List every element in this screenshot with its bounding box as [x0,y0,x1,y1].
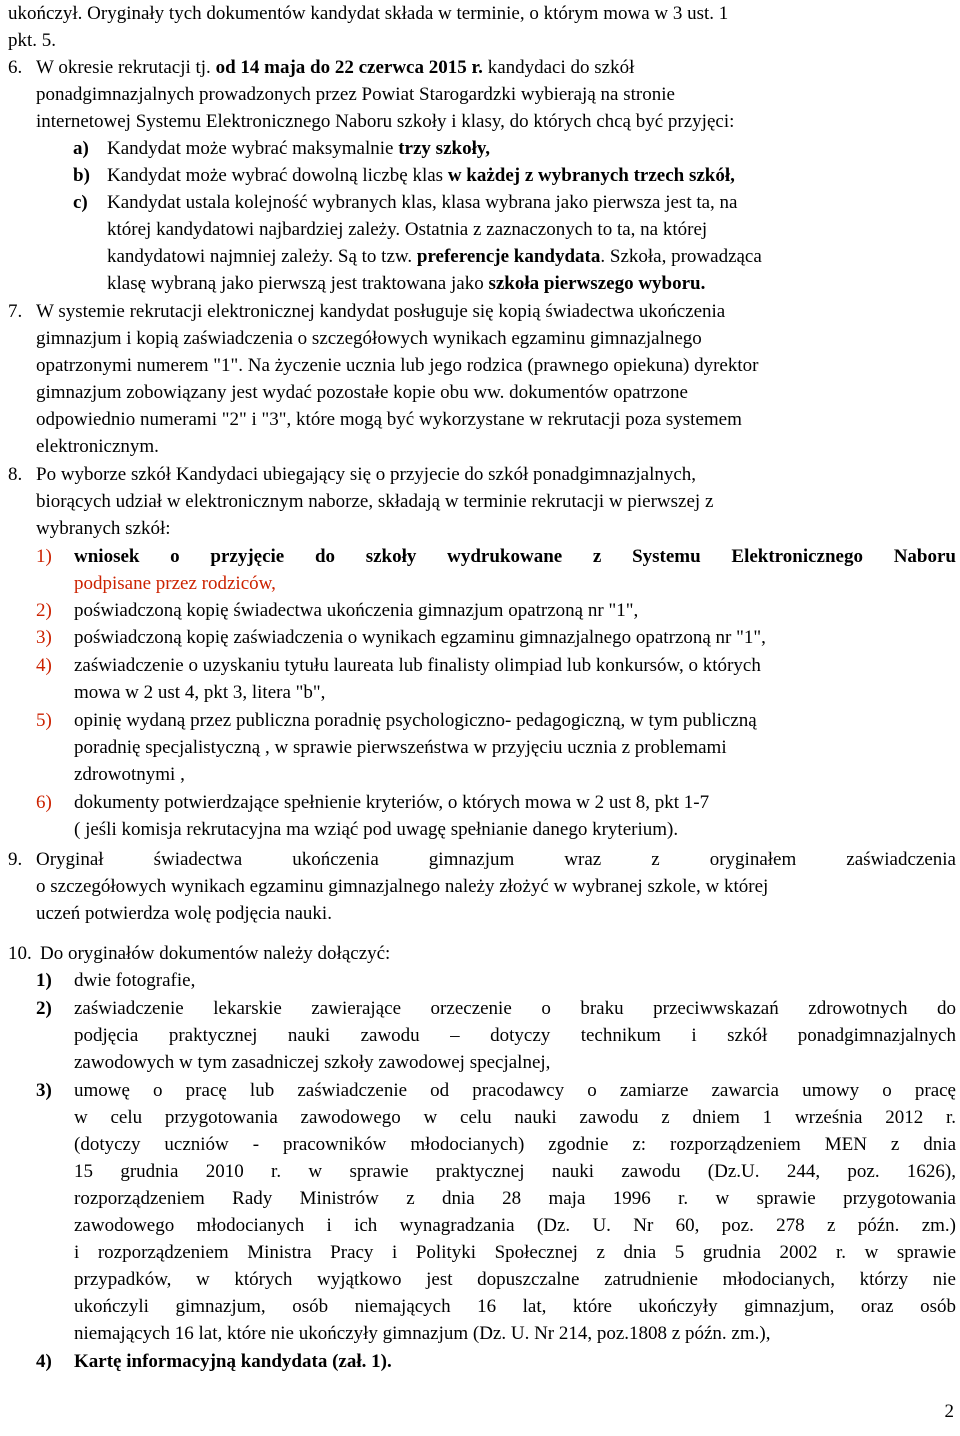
item-6-number: 6. [8,57,23,78]
page-number: 2 [944,1401,954,1422]
item-10-3-line-2: w celu przygotowania zawodowego w celu nauki zawodu z dniem 1 września 2012 r. [74,1107,956,1128]
item-10-1-text: dwie fotografie, [74,970,196,991]
item-6-line-1 [36,54,634,81]
item-6c-l4-plain: klasę wybraną jako pierwszą jest traktowana jako [107,273,489,294]
item-10-2-line-1: zaświadczenie lekarskie zawierające orzeczenie o braku przeciwwskazań zdrowotnych do [74,998,956,1019]
item-8-4-line-1: zaświadczenie o uzyskaniu tytułu laureata lub finalisty olimpiad lub konkursów, o których [74,655,761,676]
item-10-number: 10. [8,943,32,964]
item-6-dates: od 14 maja do 22 czerwca 2015 r. [215,57,483,78]
item-10-3-line-10: niemających 16 lat, które nie ukończyły gimnazjum (Dz. U. Nr 214, poz.1808 z późn. zm.), [74,1323,771,1344]
item-6-pre: W okresie rekrutacji tj. [36,57,216,78]
item-9-number: 9. [8,849,23,870]
item-10-3-label: 3) [36,1080,52,1101]
item-10-3-line-1: umowę o pracę lub zaświadczenie od pracodawcy o zamiarze zawarcia umowy o pracę [74,1080,956,1101]
item-8-5-label: 5) [36,710,52,731]
item-8-number: 8. [8,464,23,485]
item-7-line-6: elektronicznym. [36,436,159,457]
item-6-line-2: ponadgimnazjalnych prowadzonych przez Powiat Starogardzki wybierają na stronie [36,84,675,105]
item-10-3-line-3: (dotyczy uczniów - pracowników młodocianych) zgodnie z: rozporządzeniem MEN z dnia [74,1134,956,1155]
item-6c-line-3 [107,243,762,270]
item-9-line-3: uczeń potwierdza wolę podjęcia nauki. [36,903,332,924]
item-8-line-3: wybranych szkół: [36,518,171,539]
item-8-5-line-2: poradnię specjalistyczną , w sprawie pierwszeństwa w przyjęciu ucznia z problemami [74,737,727,758]
item-10-1-label: 1) [36,970,52,991]
item-10-3-line-9: ukończyli gimnazjum, osób niemających 16 lat, które ukończyły gimnazjum, oraz osób [74,1296,956,1317]
item-8-1-line-1: wniosek o przyjęcie do szkoły wydrukowane z Systemu Elektronicznego Naboru [74,546,956,567]
item-6-line-3: internetowej Systemu Elektronicznego Naboru szkoły i klasy, do których chcą być przyjęci: [36,111,735,132]
item-10-line-1: Do oryginałów dokumentów należy dołączyć: [40,943,391,964]
item-8-2-line-1: poświadczoną kopię świadectwa ukończenia gimnazjum opatrzoną nr "1", [74,600,639,621]
item-8-1-label: 1) [36,546,52,567]
item-8-3-line-1: poświadczoną kopię zaświadczenia o wynikach egzaminu gimnazjalnego opatrzoną nr "1", [74,627,766,648]
item-10-2-line-3: zawodowych w tym zasadniczej szkoły zawodowej specjalnej, [74,1052,551,1073]
item-8-6-line-1: dokumenty potwierdzające spełnienie kryteriów, o których mowa w 2 ust 8, pkt 1-7 [74,792,710,813]
item-6c-line-1: Kandydat ustala kolejność wybranych klas, klasa wybrana jako pierwsza jest ta, na [107,192,738,213]
item-6c-line-2: której kandydatowi najbardziej zależy. Ostatnia z zaznaczonych to ta, na której [107,219,708,240]
item-7-line-2: gimnazjum i kopią zaświadczenia o szczegółowych wynikach egzaminu gimnazjalnego [36,328,702,349]
item-10-2-line-2: podjęcia praktycznej nauki zawodu – dotyczy technikum i szkół ponadgimnazjalnych [74,1025,956,1046]
item-8-4-label: 4) [36,655,52,676]
item-7-number: 7. [8,301,23,322]
item-10-3-line-6: zawodowego młodocianych i ich wynagradzania (Dz. U. Nr 60, poz. 278 z późn. zm.) [74,1215,956,1236]
item-6c-l4-bold: szkoła pierwszego wyboru. [488,273,706,294]
item-6b-text [107,162,735,189]
item-6b-plain: Kandydat może wybrać dowolną liczbę klas [107,165,448,186]
item-7-line-4: gimnazjum zobowiązany jest wydać pozostałe kopie obu ww. dokumentów opatrzone [36,382,688,403]
item-10-4-label: 4) [36,1351,52,1372]
item-8-1-line-2: podpisane przez rodziców, [74,573,276,594]
item-10-3-line-8: przypadków, w których wyjątkowo jest dopuszczalne zatrudnienie młodocianych, którzy nie [74,1269,956,1290]
item-6-post: kandydaci do szkół [482,57,635,78]
item-6a-text [107,135,490,162]
item-8-4-line-2: mowa w 2 ust 4, pkt 3, litera "b", [74,682,326,703]
item-9-line-2: o szczegółowych wynikach egzaminu gimnazjalnego należy złożyć w wybranej szkole, w której [36,876,769,897]
item-7-line-5: odpowiednio numerami "2" i "3", które mogą być wykorzystane w rekrutacji poza systemem [36,409,742,430]
item-6c-l3-tail: . Szkoła, prowadząca [600,246,762,267]
item-6c-label: c) [73,192,88,213]
item-6c-l3-bold: preferencje kandydata [416,246,601,267]
item-6b-bold: w każdej z wybranych trzech szkół, [447,165,735,186]
item-8-line-2: biorących udział w elektronicznym naborze, składają w terminie rekrutacji w pierwszej z [36,491,714,512]
item-6a-label: a) [73,138,89,159]
item-6a-plain: Kandydat może wybrać maksymalnie [107,138,399,159]
item-8-6-line-2: ( jeśli komisja rekrutacyjna ma wziąć pod uwagę spełnianie danego kryterium). [74,819,679,840]
item-9-line-1: Oryginał świadectwa ukończenia gimnazjum wraz z oryginałem zaświadczenia [36,849,956,870]
intro-line-2: pkt. 5. [8,30,57,51]
item-7-line-1: W systemie rekrutacji elektronicznej kandydat posługuje się kopią świadectwa ukończenia [36,301,726,322]
item-10-3-line-7: i rozporządzeniem Ministra Pracy i Polityki Społecznej z dnia 5 grudnia 2002 r. w sprawie [74,1242,956,1263]
item-6a-bold: trzy szkoły, [398,138,491,159]
item-8-3-label: 3) [36,627,52,648]
item-10-4-text: Kartę informacyjną kandydata (zał. 1). [74,1351,392,1372]
item-10-3-line-4: 15 grudnia 2010 r. w sprawie praktycznej nauki zawodu (Dz.U. 244, poz. 1626), [74,1161,956,1182]
item-8-6-label: 6) [36,792,52,813]
item-10-2-label: 2) [36,998,52,1019]
intro-line-1: ukończył. Oryginały tych dokumentów kandydat składa w terminie, o którym mowa w 3 ust. 1 [8,3,729,24]
item-8-5-line-3: zdrowotnymi , [74,764,185,785]
item-8-5-line-1: opinię wydaną przez publiczna poradnię psychologiczno- pedagogiczną, w tym publiczną [74,710,757,731]
item-7-line-3: opatrzonymi numerem "1". Na życzenie ucznia lub jego rodzica (prawnego opiekuna) dyrektor [36,355,759,376]
item-8-2-label: 2) [36,600,52,621]
item-6b-label: b) [73,165,90,186]
item-8-line-1: Po wyborze szkół Kandydaci ubiegający się o przyjecie do szkół ponadgimnazjalnych, [36,464,697,485]
item-6c-line-4 [107,270,705,297]
item-10-3-line-5: rozporządzeniem Rady Ministrów z dnia 28 maja 1996 r. w sprawie przygotowania [74,1188,956,1209]
item-6c-l3-plain: kandydatowi najmniej zależy. Są to tzw. [107,246,417,267]
